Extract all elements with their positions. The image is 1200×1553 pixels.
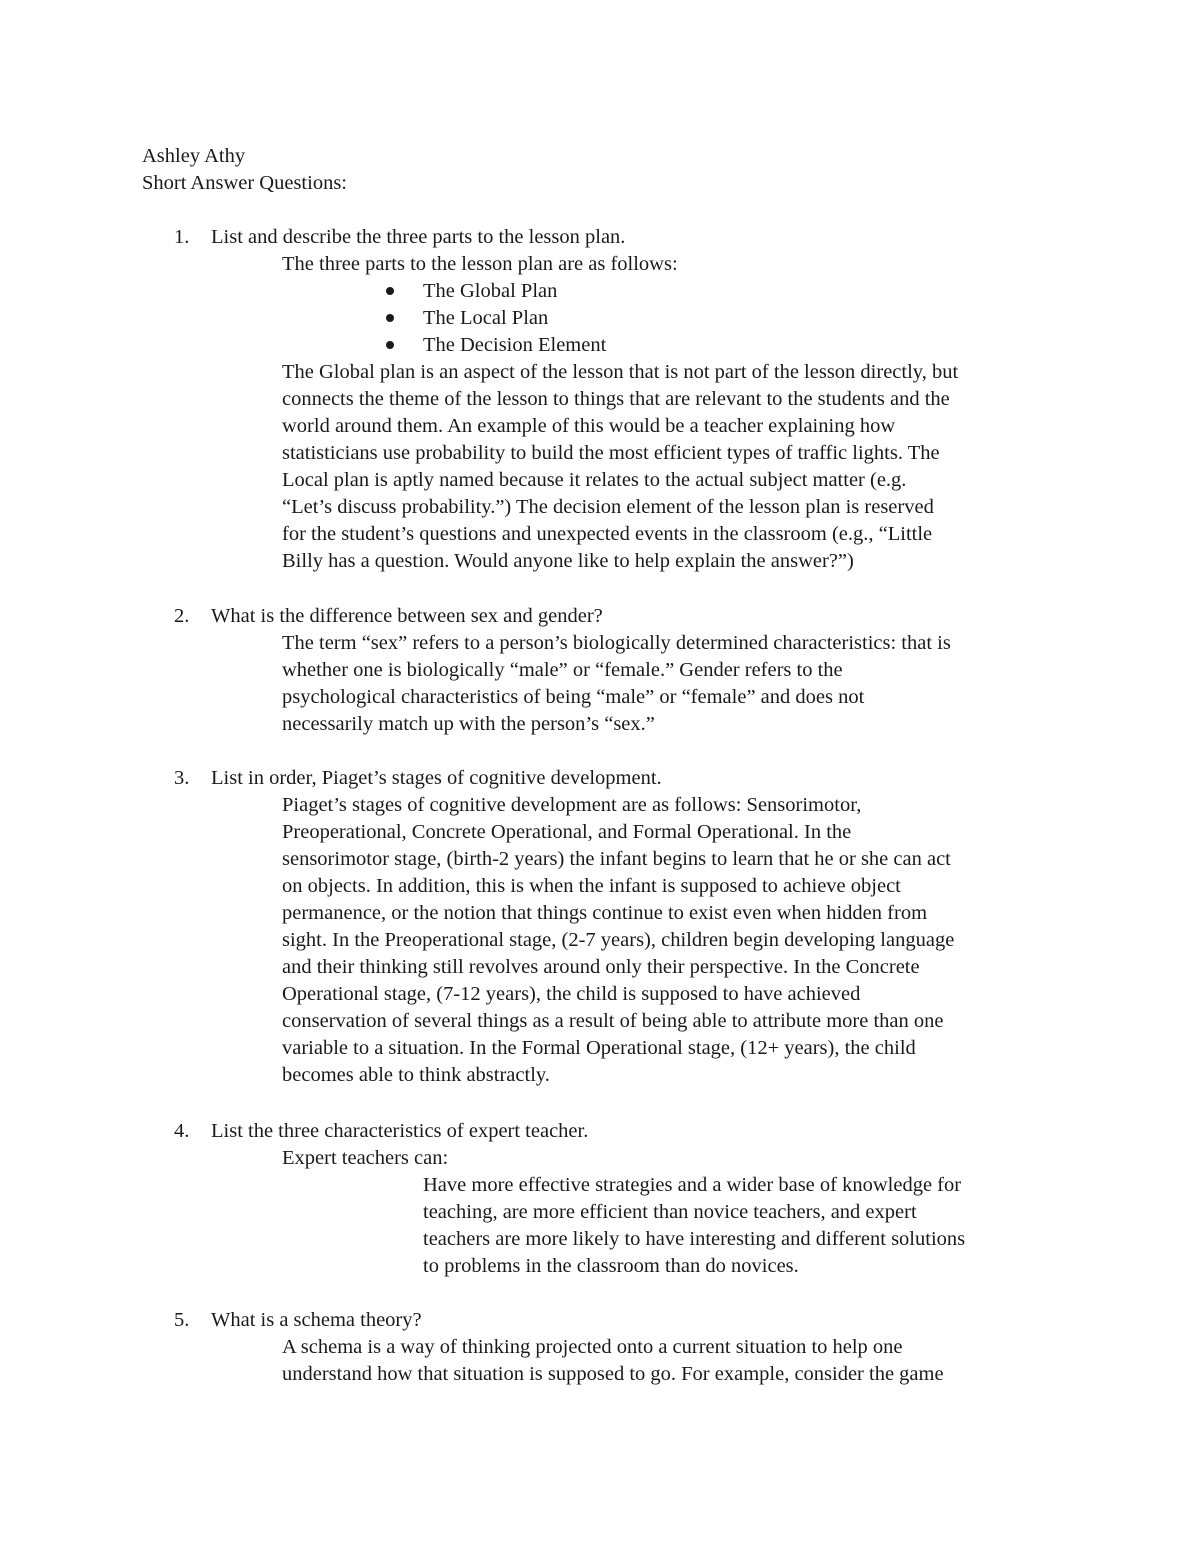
document-subtitle: Short Answer Questions: xyxy=(142,172,347,194)
question-number: 4. xyxy=(174,1120,190,1142)
answer-text: The Global plan is an aspect of the lesson that is not part of the lesson directly, but connects the theme of the lesson to things that are relevant to the students and the world around them. An example of this would be a teacher explaining how statisticians use probability to build the most efficient types of traffic lights. The Local plan is aptly named because it relates to the actual subject matter (e.g. “Let’s discuss probability.”) The decision element of the lesson plan is reserved for the student’s questions and unexpected events in the classroom (e.g., “Little Billy has a question. Would anyone like to help explain the answer?”) xyxy=(282,361,959,572)
author-name: Ashley Athy xyxy=(142,145,246,167)
list-item: The Local Plan xyxy=(384,305,606,332)
answer-text: Have more effective strategies and a wider base of knowledge for teaching, are more efficient than novice teachers, and expert teachers are more likely to have interesting and different solutions to problems in the classroom than do novices. xyxy=(423,1174,966,1277)
question-text: List the three characteristics of expert teacher. xyxy=(211,1120,589,1142)
bullet-icon xyxy=(386,287,394,295)
list-item: The Global Plan xyxy=(384,278,606,305)
question-number: 1. xyxy=(174,226,190,248)
answer-text: Piaget’s stages of cognitive development are as follows: Sensorimotor, Preoperational, Concrete Operational, and Formal Operational. In the sensorimotor stage, (birth-2 years) the infant begins to learn that he or she can act on objects. In addition, this is when the infant is supposed to achieve object permanence, or the notion that things continue to exist even when hidden from sight. In the Preoperational stage, (2-7 years), children begin developing language and their thinking still revolves around only their perspective. In the Concrete Operational stage, (7-12 years), the child is supposed to have achieved conservation of several things as a result of being able to attribute more than one variable to a situation. In the Formal Operational stage, (12+ years), the child becomes able to think abstractly. xyxy=(282,794,955,1086)
answer-text: The term “sex” refers to a person’s biologically determined characteristics: that is whether one is biologically “male” or “female.” Gender refers to the psychological characteristics of being “male” or “female” and does not necessarily match up with the person’s “sex.” xyxy=(282,632,951,735)
question-number: 5. xyxy=(174,1309,190,1331)
answer-intro: Expert teachers can: xyxy=(282,1147,449,1169)
answer-text: A schema is a way of thinking projected onto a current situation to help one understand how that situation is supposed to go. For example, consider the game xyxy=(282,1336,944,1385)
bullet-icon xyxy=(386,341,394,349)
question-text: What is a schema theory? xyxy=(211,1309,422,1331)
question-text: What is the difference between sex and gender? xyxy=(211,605,603,627)
list-item: The Decision Element xyxy=(384,332,606,359)
bullet-icon xyxy=(386,314,394,322)
question-number: 3. xyxy=(174,767,190,789)
question-number: 2. xyxy=(174,605,190,627)
question-text: List and describe the three parts to the lesson plan. xyxy=(211,226,626,248)
question-text: List in order, Piaget’s stages of cognitive development. xyxy=(211,767,662,789)
lesson-plan-parts-list xyxy=(384,278,606,359)
answer-intro: The three parts to the lesson plan are as follows: xyxy=(282,253,678,275)
